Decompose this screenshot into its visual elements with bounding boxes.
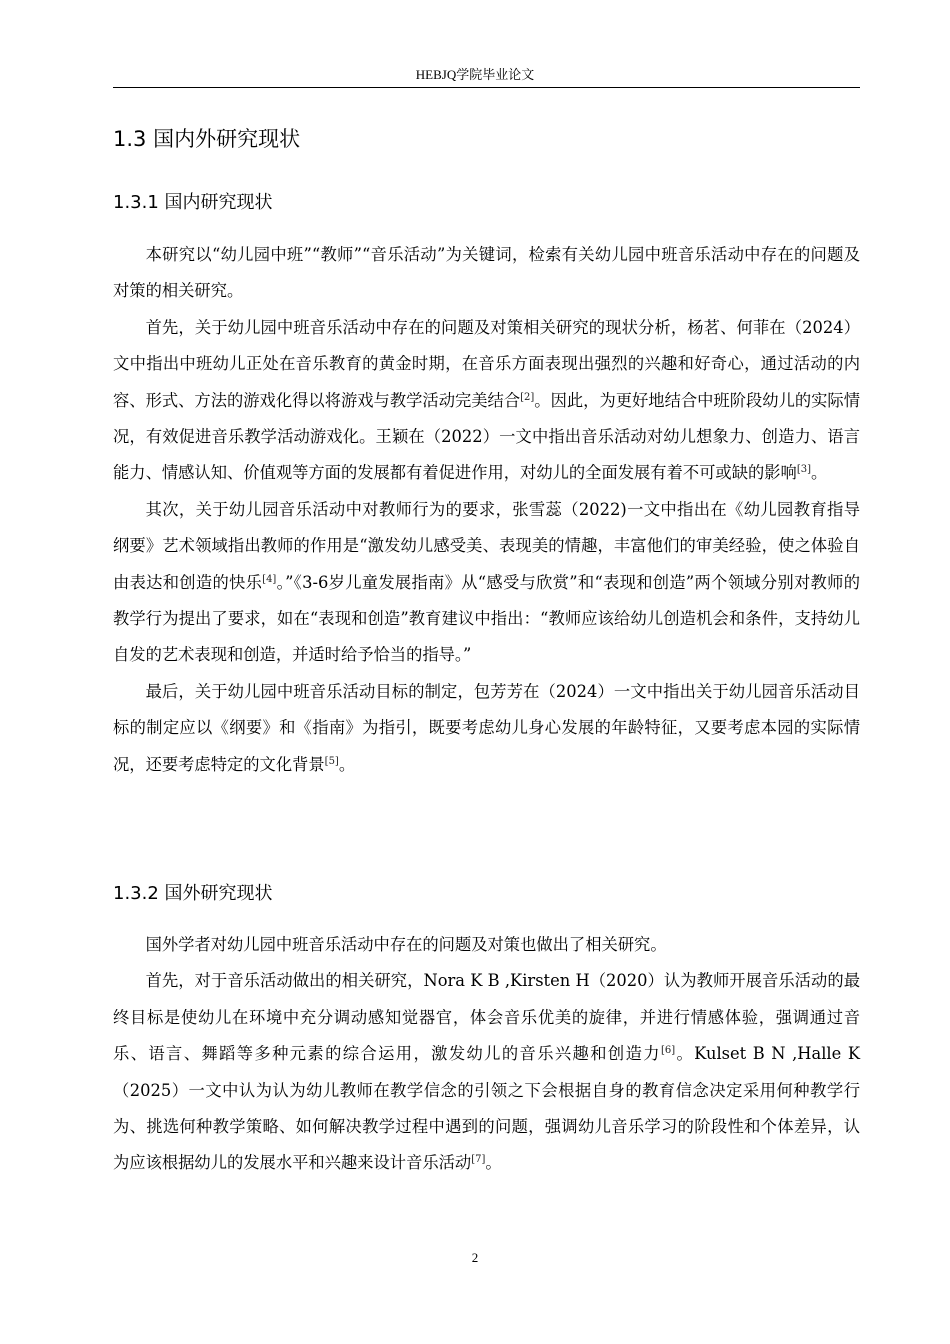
running-header: HEBJQ学院毕业论文 (415, 67, 535, 82)
paragraph (113, 963, 860, 1181)
citation-ref: [6] (660, 1045, 676, 1057)
domestic-body (113, 237, 860, 783)
subsection-heading-foreign: 1.3.2 国外研究现状 (113, 883, 273, 904)
paragraph-text: 国外学者对幼儿园中班音乐活动中存在的问题及对策也做出了相关研究。 (145, 935, 667, 954)
paragraph-text: 。因此，为更好地结合中班阶段幼儿的实际情况，有效促进音乐教学活动游戏化。王颖在（2022）一文中指出音乐活动对幼儿想象力、创造力、语言能力、情感认知、价值观等方面的发展都有着促进作用，对幼儿的全面发展有着不可或缺的影响 (113, 390, 860, 483)
paragraph-text: 。 (338, 754, 356, 774)
paragraph (113, 927, 860, 963)
citation-ref: [2] (520, 391, 535, 403)
paragraph-text: 。 (485, 1153, 502, 1173)
paragraph-text: 首先，对于音乐活动做出的相关研究，Nora K B ,Kirsten H（2020）认为教师开展音乐活动的最终目标是使幼儿在环境中充分调动感知觉器官，体会音乐优美的旋律，并进行情感体验，强调通过音乐、语言、舞蹈等多种元素的综合运用，激发幼儿的音乐兴趣和创造力 (113, 971, 860, 1064)
citation-ref: [3] (796, 464, 811, 476)
section-heading: 1.3 国内外研究现状 (113, 127, 301, 151)
paragraph (113, 237, 860, 310)
paragraph-text: 。Kulset B N ,Halle K（2025）一文中认为认为幼儿教师在教学信念的引领之下会根据自身的教育信念决定采用何种教学行为、挑选何种教学策略、如何解决教学过程中遇到的问题，强调幼儿音乐学习的阶段性和个体差异，认为应该根据幼儿的发展水平和兴趣来设计音乐活动 (113, 1044, 860, 1173)
paragraph-text: 。”《3-6岁儿童发展指南》从“感受与欣赏”和“表现和创造”两个领域分别对教师的教学行为提出了要求，如在“表现和创造”教育建议中指出：“教师应该给幼儿创造机会和条件，支持幼儿自发的艺术表现和创造，并适时给予恰当的指导。” (113, 572, 860, 665)
paragraph (113, 492, 860, 674)
page-number: 2 (471, 1250, 479, 1265)
header-divider (113, 87, 860, 88)
paragraph-text: 。 (811, 463, 828, 483)
paragraph (113, 674, 860, 783)
citation-ref: [5] (324, 755, 339, 767)
foreign-body (113, 927, 860, 1182)
paragraph-text: 本研究以“幼儿园中班”“教师”“音乐活动”为关键词，检索有关幼儿园中班音乐活动中存在的问题及对策的相关研究。 (113, 245, 860, 301)
paragraph-text: 其次，关于幼儿园音乐活动中对教师行为的要求，张雪蕊（2022)一文中指出在《幼儿园教育指导纲要》艺术领域指出教师的作用是“激发幼儿感受美、表现美的情趣，丰富他们的审美经验，使之体验自由表达和创造的快乐 (113, 499, 860, 592)
citation-ref: [7] (471, 1154, 486, 1166)
citation-ref: [4] (262, 573, 277, 585)
paragraph-text: 最后，关于幼儿园中班音乐活动目标的制定，包芳芳在（2024）一文中指出关于幼儿园音乐活动目标的制定应以《纲要》和《指南》为指引，既要考虑幼儿身心发展的年龄特征，又要考虑本园的实际情况，还要考虑特定的文化背景 (113, 681, 860, 774)
paragraph (113, 310, 860, 492)
subsection-heading-domestic: 1.3.1 国内研究现状 (113, 192, 273, 213)
paragraph-text: 首先，关于幼儿园中班音乐活动中存在的问题及对策相关研究的现状分析，杨茗、何菲在（2024）文中指出中班幼儿正处在音乐教育的黄金时期，在音乐方面表现出强烈的兴趣和好奇心，通过活动的内容、形式、方法的游戏化得以将游戏与教学活动完美结合 (113, 317, 860, 410)
